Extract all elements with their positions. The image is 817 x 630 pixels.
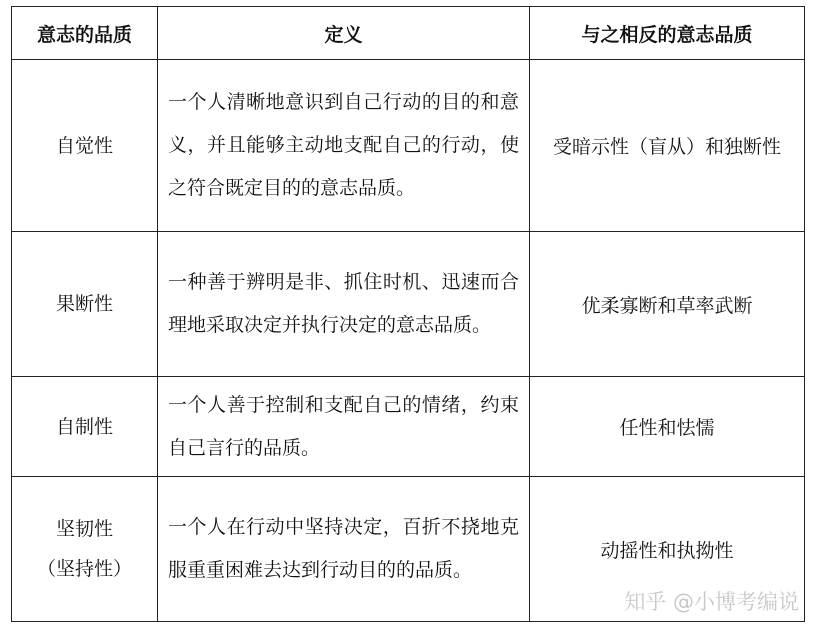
definition-cell: 一种善于辨明是非、抓住时机、迅速而合理地采取决定并执行决定的意志品质。 [158,232,530,377]
table-row [12,377,805,477]
definition-cell: 一个人在行动中坚持决定，百折不挠地克服重重困难去达到行动目的的品质。 [158,477,530,622]
header-definition: 定义 [158,7,530,60]
definition-cell: 一个人清晰地意识到自己行动的目的和意义，并且能够主动地支配自己的行动，使之符合既定目的的意志品质。 [158,60,530,232]
table-row [12,232,805,377]
quality-note: （坚持性） [36,558,132,580]
opposite-cell: 优柔寡断和草率武断 [530,232,805,377]
header-quality: 意志的品质 [12,7,158,60]
table-header-row [12,7,805,60]
quality-cell [12,477,158,622]
definition-cell: 一个人善于控制和支配自己的情绪，约束自己言行的品质。 [158,377,530,477]
quality-cell: 自制性 [12,377,158,477]
quality-cell: 自觉性 [12,60,158,232]
quality-cell: 果断性 [12,232,158,377]
opposite-cell: 任性和怯懦 [530,377,805,477]
header-opposite: 与之相反的意志品质 [530,7,805,60]
zhihu-watermark: 知乎 @小博考编说 [624,590,799,614]
will-quality-table [11,6,805,622]
opposite-cell: 受暗示性（盲从）和独断性 [530,60,805,232]
table-row [12,60,805,232]
opposite-cell: 动摇性和执拗性 [530,477,805,622]
quality-label: 坚韧性 [55,518,113,540]
